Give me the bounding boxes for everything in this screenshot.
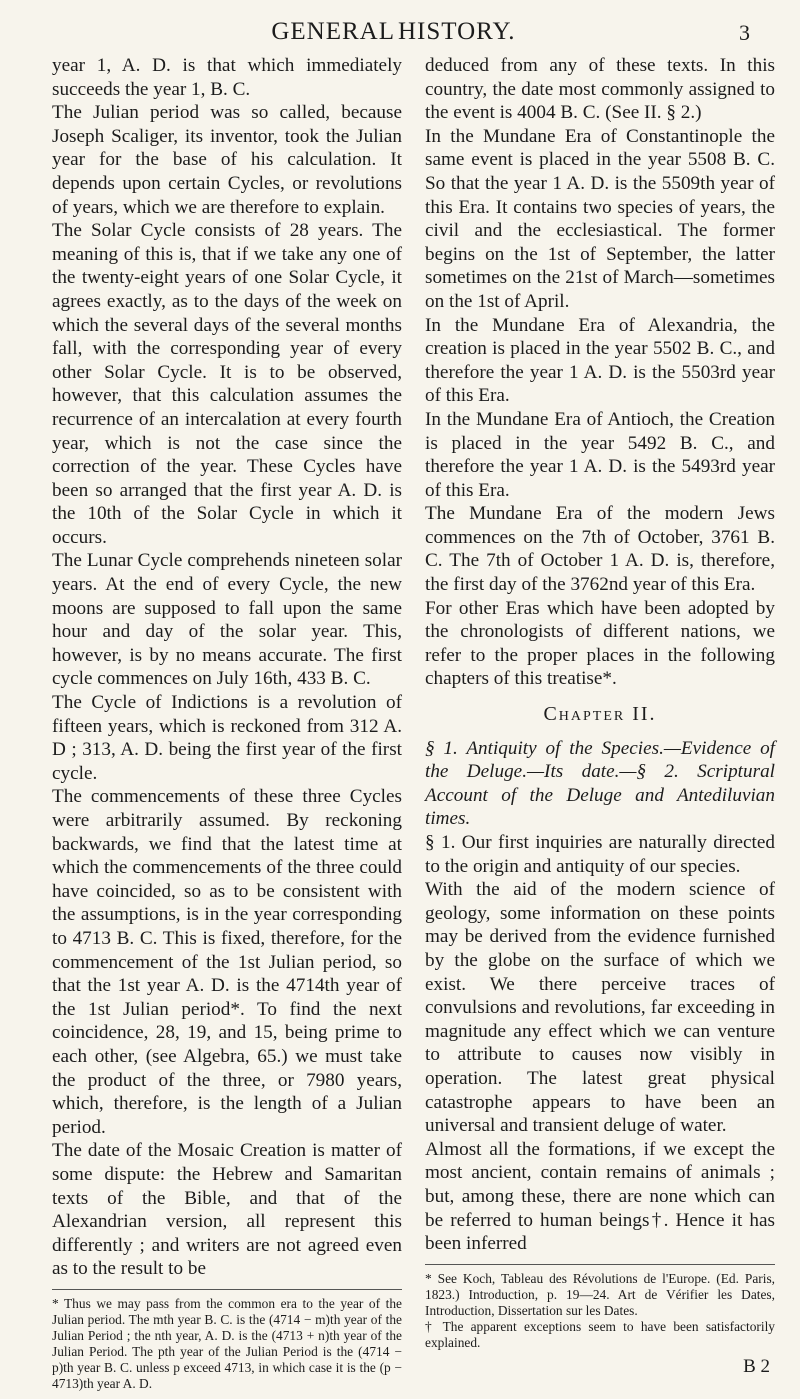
paragraph: year 1, A. D. is that which immediately succeeds the year 1, B. C. [52, 55, 402, 100]
header-left: GENERAL [271, 18, 395, 45]
footnote: * See Koch, Tableau des Révolutions de l'Europe. (Ed. Paris, 1823.) Introduction, p. 19—24. Art de Vérifier les Dates, Introduction, Dissertation sur les Dates. [425, 1270, 775, 1318]
footnote: † The apparent exceptions seem to have been satisfactorily explained. [425, 1318, 775, 1350]
footnote: * Thus we may pass from the common era to the year of the Julian period. The mth year B. C. is the (4714 − m)th year of the Julian Period ; the nth year, A. D. is the (4713 + n)th year of the Julian Period. The pth year of the Julian Period is the (4714 − p)th year B. C. unless p exceed 4713, in which case it is the (p − 4713)th year A. D. [52, 1295, 402, 1391]
footnote-divider [425, 1264, 775, 1265]
paragraph: The Lunar Cycle comprehends nineteen solar years. At the end of every Cycle, the new moons are supposed to fall upon the same hour and day of the solar year. This, however, is by no means accurate. The first cycle commences on July 16th, 433 B. C. [52, 550, 402, 690]
page-number: 3 [739, 20, 750, 45]
paragraph: In the Mundane Era of Alexandria, the creation is placed in the year 5502 B. C., and therefore the year 1 A. D. is the 5503rd year of this Era. [425, 314, 775, 407]
paragraph: For other Eras which have been adopted by the chronologists of different nations, we refer to the proper places in the following chapters of this treatise*. [425, 597, 775, 690]
paragraph: The Julian period was so called, because Joseph Scaliger, its inventor, took the Julian year for the base of his calculation. It depends upon certain Cycles, or revolutions of years, which we are therefore to explain. [52, 102, 402, 218]
paragraph: § 1. Our first inquiries are naturally directed to the origin and antiquity of our species. [425, 832, 775, 877]
chapter-heading: Chapter II. [543, 703, 657, 726]
paragraph: The date of the Mosaic Creation is matter of some dispute: the Hebrew and Samaritan texts of the Bible, and that of the Alexandrian version, all represent this differently ; and writers are not agreed even as to the result to be [52, 1140, 402, 1280]
paragraph: deduced from any of these texts. In this country, the date most commonly assigned to the event is 4004 B. C. (See II. § 2.) [425, 55, 775, 124]
paragraph: The Cycle of Indictions is a revolution of fifteen years, which is reckoned from 312 A. D ; 313, A. D. being the first year of the first cycle. [52, 692, 402, 784]
paragraph: The commencements of these three Cycles were arbitrarily assumed. By reckoning backwards, we find that the latest time at which the commencements of the three could have coincided, so as to be consistent with the assumptions, is in the year corresponding to 4713 B. C. This is fixed, therefore, for the commencement of the 1st Julian period, so that the 1st year A. D. is the 4714th year of the 1st Julian period*. To find the next coincidence, 28, 19, and 15, being prime to each other, (see Algebra, 65.) we must take the product of the three, or 7980 years, which, therefore, is the length of a Julian period. [52, 786, 402, 1138]
footnote-divider [52, 1289, 402, 1290]
paragraph: Almost all the formations, if we except the most ancient, contain remains of animals ; but, among these, there are none which can be referred to human beings†. Hence it has been inferred [425, 1138, 775, 1255]
paragraph: With the aid of the modern science of geology, some information on these points may be derived from the evidence furnished by the globe on the surface of which we exist. We there perceive traces of convulsions and revolutions, far exceeding in magnitude any effect which we can venture to attribute to causes now visibly in operation. The latest great physical catastrophe appears to have been an universal and transient deluge of water. [425, 879, 775, 1137]
paragraph: The Mundane Era of the modern Jews commences on the 7th of October, 3761 B. C. The 7th of October 1 A. D. is, therefore, the first day of the 3762nd year of this Era. [425, 503, 775, 596]
paragraph: In the Mundane Era of Constantinople the same event is placed in the year 5508 B. C. So that the year 1 A. D. is the 5509th year of this Era. It contains two species of years, the civil and the ecclesiastical. The former begins on the 1st of September, the latter sometimes on the 21st of March—sometimes on the 1st of April. [425, 125, 775, 312]
running-header [0, 12, 800, 52]
signature-mark: B 2 [743, 1356, 770, 1378]
right-column [425, 54, 775, 1378]
paragraph: The Solar Cycle consists of 28 years. The meaning of this is, that if we take any one of the twenty-eight years of one Solar Cycle, it agrees exactly, as to the days of the week on which the several days of the several months fall, with the corresponding year of every other Solar Cycle. It is to be observed, however, that this calculation assumes the recurrence of an intercalation at every fourth year, which is not the case since the correction of the year. These Cycles have been so arranged that the first year A. D. is the 10th of the Solar Cycle in which it occurs. [52, 220, 402, 548]
chapter-summary: § 1. Antiquity of the Species.—Evidence of the Deluge.—Its date.—§ 2. Scriptural Account of the Deluge and Antediluvian times. [425, 737, 775, 830]
header-right: HISTORY. [398, 18, 516, 45]
paragraph: In the Mundane Era of Antioch, the Creation is placed in the year 5492 B. C., and therefore the year 1 A. D. is the 5493rd year of this Era. [425, 408, 775, 501]
left-column [52, 54, 402, 1392]
